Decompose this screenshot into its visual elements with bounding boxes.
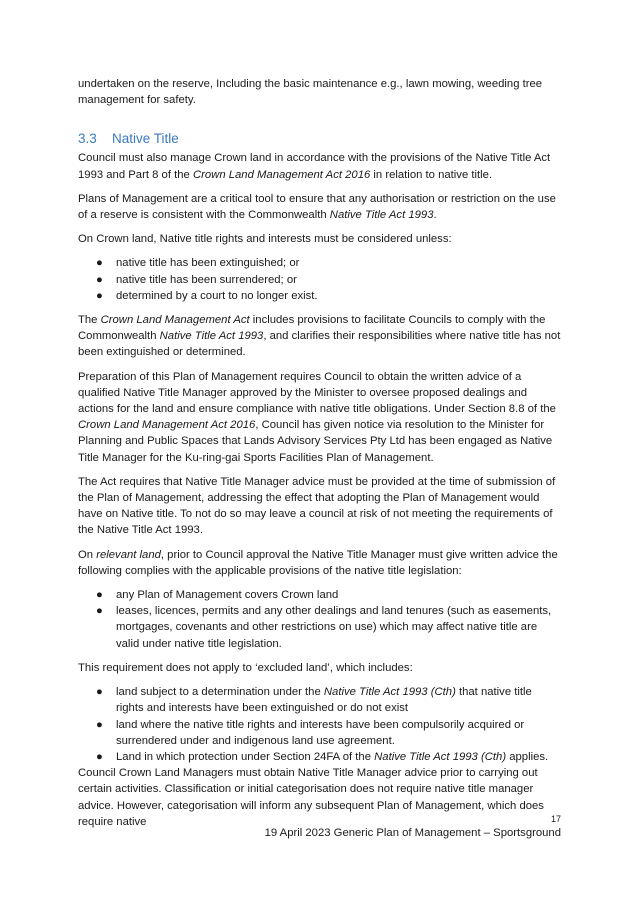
paragraph-plans-of-management [78, 191, 561, 223]
page-footer [265, 813, 561, 841]
list-excluded-land [78, 684, 561, 765]
list-item-text: native title has been extinguished; or [116, 257, 300, 270]
p4-act-name-2: Native Title Act 1993 [159, 330, 264, 343]
paragraph-crown-land [78, 150, 561, 182]
list-native-title-conditions [78, 255, 561, 304]
p4-text-a: The [78, 314, 101, 327]
list-item [78, 587, 561, 603]
section-heading [78, 130, 561, 148]
p4-text-e: , and clarifies their responsibilities where native title has not been extinguished or determined. [78, 330, 561, 359]
p4-text-c: includes provisions to facilitate Councils to comply with the Commonwealth [78, 314, 546, 343]
bullet-icon: ● [96, 257, 103, 270]
list-item [78, 255, 561, 271]
list-complies [78, 587, 561, 652]
list-item [78, 272, 561, 288]
paragraph-relevant-land [78, 547, 561, 579]
section-title: Native Title [112, 131, 179, 147]
list-item [78, 603, 561, 652]
paragraph-crown-land-act [78, 312, 561, 361]
list-item [78, 717, 561, 749]
p5-text-a: Preparation of this Plan of Management requires Council to obtain the written advice of a qualified Native Title Manager approved by the Minister to oversee proposed dealings and actions for the land and ensure compliance with native title obligations. Under Section 8.8 of the [78, 370, 556, 416]
list-item [78, 288, 561, 304]
bullet-icon: ● [96, 686, 103, 699]
p2-act-name: Native Title Act 1993 [329, 209, 434, 222]
list-item-text: native title has been surrendered; or [116, 273, 297, 286]
p1-text-a: Council must also manage Crown land in accordance with the provisions of the Native Title Act 1993 and Part 8 of the [78, 152, 551, 181]
list-item-act-name: Native Title Act 1993 (Cth) [374, 750, 507, 763]
footer-text: 19 April 2023 Generic Plan of Management – Sportsground [264, 827, 561, 839]
p1-act-name: Crown Land Management Act 2016 [192, 168, 371, 181]
paragraph-considered-unless: On Crown land, Native title rights and interests must be considered unless: [78, 233, 452, 246]
page-number: 17 [550, 814, 561, 824]
p4-act-name: Crown Land Management Act [100, 314, 250, 327]
intro-paragraph: undertaken on the reserve, Including the basic maintenance e.g., lawn mowing, weeding tree management for safety. [78, 78, 543, 107]
list-item-text: that native title rights and interests have been extinguished or do not exist [116, 686, 532, 715]
list-item [78, 749, 561, 765]
p5-act-name: Crown Land Management Act 2016 [78, 419, 256, 432]
p7-text-a: On [78, 548, 97, 561]
paragraph-excluded-land: This requirement does not apply to ‘excluded land’, which includes: [78, 661, 413, 674]
p7-relevant-land: relevant land [96, 548, 161, 561]
list-item-text: land subject to a determination under the [116, 686, 324, 699]
p2-text-a: Plans of Management are a critical tool to ensure that any authorisation or restriction on the use of a reserve is consistent with the Commonwealth [78, 192, 556, 222]
paragraph-act-requires: The Act requires that Native Title Manager advice must be provided at the time of submission of the Plan of Management, addressing the effect that adopting the Plan of Management would have on Native title. To not do so may leave a council at risk of not meeting the requirements of the Native Title Act 1993. [78, 475, 556, 537]
list-item-text: applies. [506, 750, 549, 763]
bullet-icon: ● [96, 718, 103, 731]
list-item [78, 684, 561, 716]
p1-text-c: in relation to native title. [370, 168, 493, 181]
paragraph-council-crown-land-managers: Council Crown Land Managers must obtain Native Title Manager advice prior to carrying out certain activities. Classification or initial categorisation does not require native title manager advice. However, categorisation will inform any subsequent Plan of Management, which does require native [78, 767, 544, 828]
p7-text-c: , prior to Council approval the Native Title Manager must give written advice the following complies with the applicable provisions of the native title legislation: [78, 548, 558, 577]
section-number: 3.3 [78, 131, 97, 147]
bullet-icon: ● [96, 589, 103, 602]
list-item-text: determined by a court to no longer exist. [116, 289, 318, 302]
paragraph-preparation [78, 369, 561, 466]
list-item-text: land where the native title rights and interests have been compulsorily acquired or surrendered under and indigenous land use agreement. [116, 718, 525, 747]
p5-text-c: , Council has given notice via resolution to the Minister for Planning and Public Spaces that Lands Advisory Services Pty Ltd has been engaged as Native Title Manager for the Ku-ring-gai Sports Facilities Plan of Management. [78, 419, 553, 464]
bullet-icon: ● [96, 605, 103, 618]
list-item-act-name: Native Title Act 1993 (Cth) [323, 686, 456, 699]
p2-text-c: . [433, 209, 437, 222]
list-item-text: Land in which protection under Section 24FA of the [116, 750, 375, 763]
list-item-text: leases, licences, permits and any other dealings and land tenures (such as easements, mortgages, covenants and other restrictions on use) which may affect native title are valid under native title legislation. [116, 605, 552, 650]
list-item-text: any Plan of Management covers Crown land [116, 589, 339, 602]
bullet-icon: ● [96, 273, 103, 286]
bullet-icon: ● [96, 750, 103, 763]
bullet-icon: ● [96, 289, 103, 302]
